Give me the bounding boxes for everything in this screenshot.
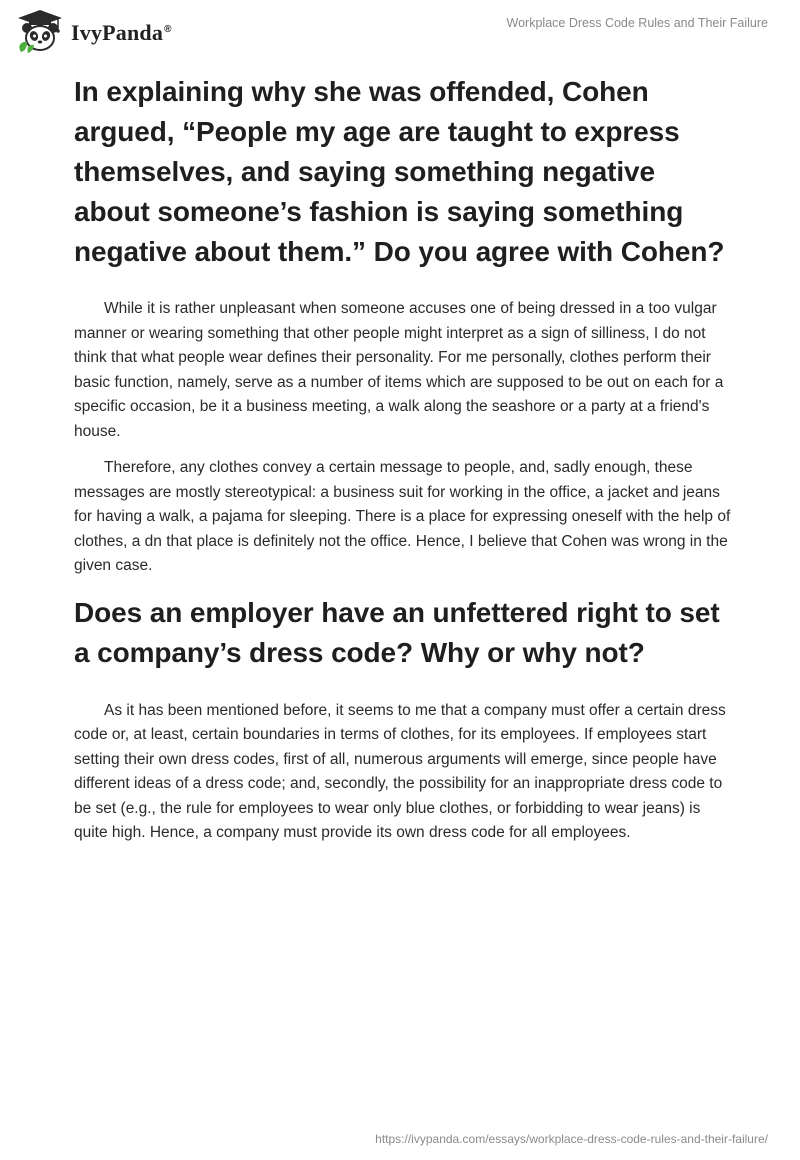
- essay-content: [74, 72, 734, 846]
- paragraph-3: As it has been mentioned before, it seems to me that a company must offer a certain dress code or, at least, certain boundaries in terms of clothes, for its employees. If employees start setting their own dress codes, first of all, numerous arguments will emerge, since people have different ideas of a dress code; and, secondly, the possibility for an inappropriate dress code to be set (e.g., the rule for employees to wear only blue clothes, or forbidding to wear jeans) is quite high. Hence, a company must provide its own dress code for all employees.: [74, 701, 726, 841]
- section-heading-2: Does an employer have an unfettered right to set a company’s dress code? Why or why not?: [74, 596, 720, 668]
- panda-graduate-icon: [15, 8, 65, 54]
- document-title: Workplace Dress Code Rules and Their Failure: [506, 16, 768, 30]
- page-header: [0, 0, 800, 60]
- source-url-link[interactable]: https://ivypanda.com/essays/workplace-dress-code-rules-and-their-failure/: [375, 1132, 768, 1146]
- paragraph-1: While it is rather unpleasant when someone accuses one of being dressed in a too vulgar manner or wearing something that other people might interpret as a sign of silliness, I do not think that what people wear defines their personality. For me personally, clothes perform their basic function, namely, serve as a number of items which are supposed to be out on each for a specific occasion, be it a business meeting, a walk along the seashore or a party at a friend's house.: [74, 300, 724, 440]
- ivypanda-logo[interactable]: [15, 8, 172, 54]
- logo-text: IvyPanda®: [71, 20, 172, 45]
- section-heading-1: In explaining why she was offended, Cohen argued, “People my age are taught to express themselves, and saying something negative about someone’s fashion is saying something negative about them.” Do you agree with Cohen?: [74, 76, 725, 267]
- paragraph-2: Therefore, any clothes convey a certain message to people, and, sadly enough, these messages are mostly stereotypical: a business suit for working in the office, a jacket and jeans for having a walk, a pajama for sleeping. There is a place for expressing oneself with the help of clothes, a dn that place is definitely not the office. Hence, I believe that Cohen was wrong in the given case.: [74, 459, 731, 574]
